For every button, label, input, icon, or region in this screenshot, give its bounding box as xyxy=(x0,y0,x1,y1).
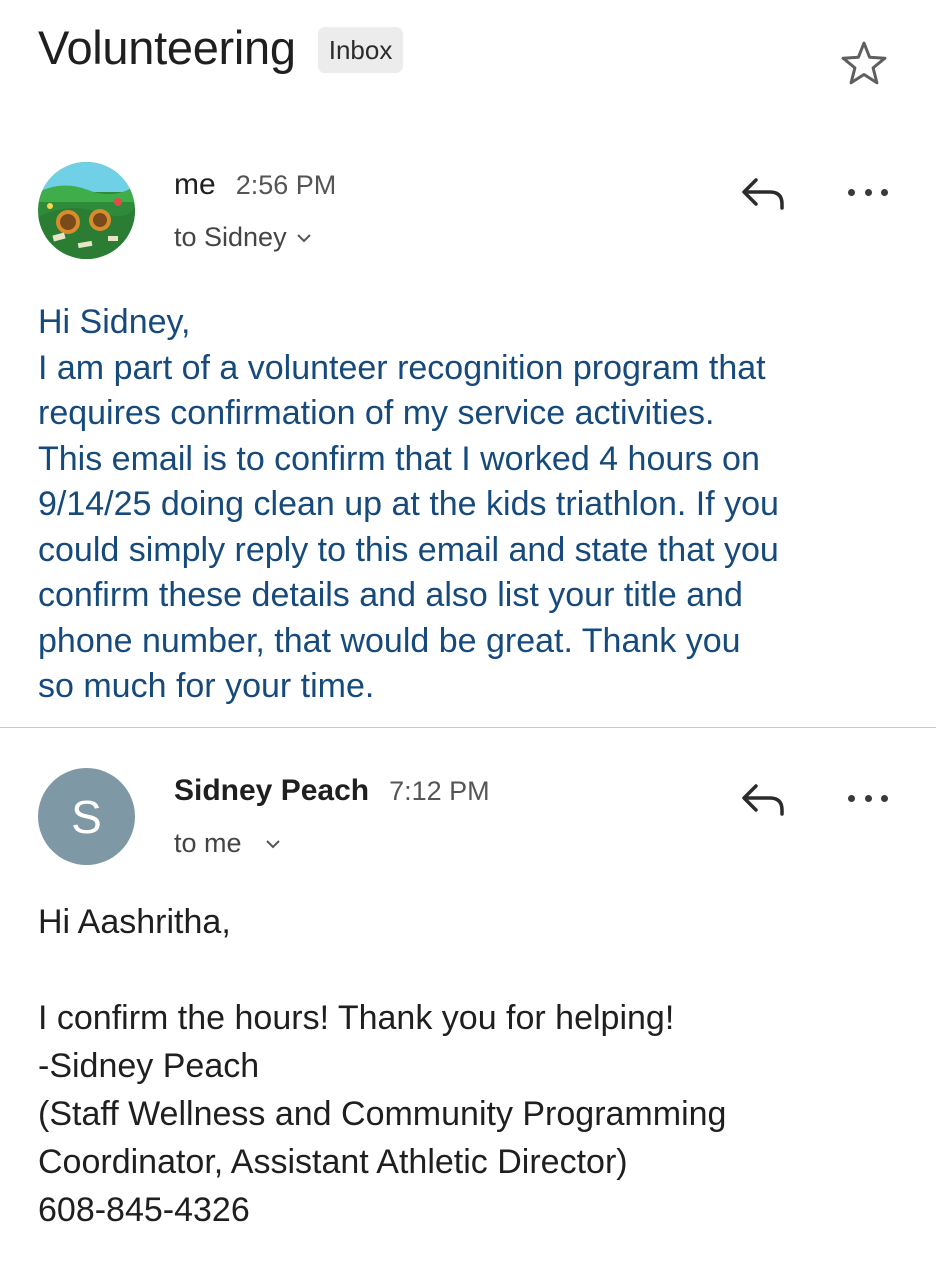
more-dot-icon xyxy=(848,795,855,802)
star-button[interactable] xyxy=(838,38,890,90)
chevron-down-icon xyxy=(295,229,313,247)
body-line: This email is to confirm that I worked 4 hours on xyxy=(38,439,760,478)
sender-name[interactable]: Sidney Peach xyxy=(174,774,370,807)
body-line: could simply reply to this email and state that you xyxy=(38,530,779,569)
chevron-down-icon xyxy=(264,835,282,853)
body-line: phone number, that would be great. Thank you xyxy=(38,621,741,660)
body-line: Hi Sidney, xyxy=(38,303,191,341)
message-time: 7:12 PM xyxy=(389,776,490,806)
sender-name[interactable]: me xyxy=(174,168,216,201)
recipient-text: to Sidney xyxy=(174,222,287,252)
reply-button[interactable] xyxy=(738,170,790,216)
recipient-toggle[interactable] xyxy=(174,222,313,253)
more-dot-icon xyxy=(865,795,872,802)
sender-avatar[interactable] xyxy=(38,768,135,865)
more-dot-icon xyxy=(881,189,888,196)
body-line: so much for your time. xyxy=(38,667,375,705)
more-dot-icon xyxy=(881,795,888,802)
body-spacer xyxy=(38,946,918,994)
email-subject: Volunteering xyxy=(38,21,296,74)
body-line: I am part of a volunteer recognition program that xyxy=(38,348,766,387)
inbox-label-chip[interactable]: Inbox xyxy=(318,27,404,73)
more-dot-icon xyxy=(848,189,855,196)
reply-button[interactable] xyxy=(738,776,790,822)
body-line: -Sidney Peach xyxy=(38,1047,260,1085)
body-greeting: Hi Aashritha, xyxy=(38,903,231,941)
message-body xyxy=(38,898,918,1234)
more-options-button[interactable] xyxy=(842,174,894,210)
sender-line xyxy=(174,168,336,202)
star-outline-icon xyxy=(838,38,890,90)
body-line: Coordinator, Assistant Athletic Director) xyxy=(38,1143,628,1181)
body-line: I confirm the hours! Thank you for helping! xyxy=(38,999,675,1037)
message-time: 2:56 PM xyxy=(235,170,337,200)
message-body xyxy=(38,300,918,710)
recipient-text: to me xyxy=(174,828,242,858)
subject-row xyxy=(38,18,403,78)
recipient-toggle[interactable] xyxy=(174,828,282,859)
avatar-illustration-icon xyxy=(38,162,135,259)
sender-line xyxy=(174,774,490,808)
body-line: requires confirmation of my service activities. xyxy=(38,394,715,432)
body-line: (Staff Wellness and Community Programming xyxy=(38,1095,727,1133)
reply-icon xyxy=(738,776,790,822)
body-line: 9/14/25 doing clean up at the kids triathlon. If you xyxy=(38,485,779,523)
body-line: confirm these details and also list your title and xyxy=(38,576,743,614)
avatar-letter: S xyxy=(71,790,102,843)
more-dot-icon xyxy=(865,189,872,196)
reply-icon xyxy=(738,170,790,216)
more-options-button[interactable] xyxy=(842,780,894,816)
phone-number[interactable]: 608-845-4326 xyxy=(38,1191,250,1229)
sender-avatar-image[interactable] xyxy=(38,162,135,259)
message-divider xyxy=(0,727,936,728)
